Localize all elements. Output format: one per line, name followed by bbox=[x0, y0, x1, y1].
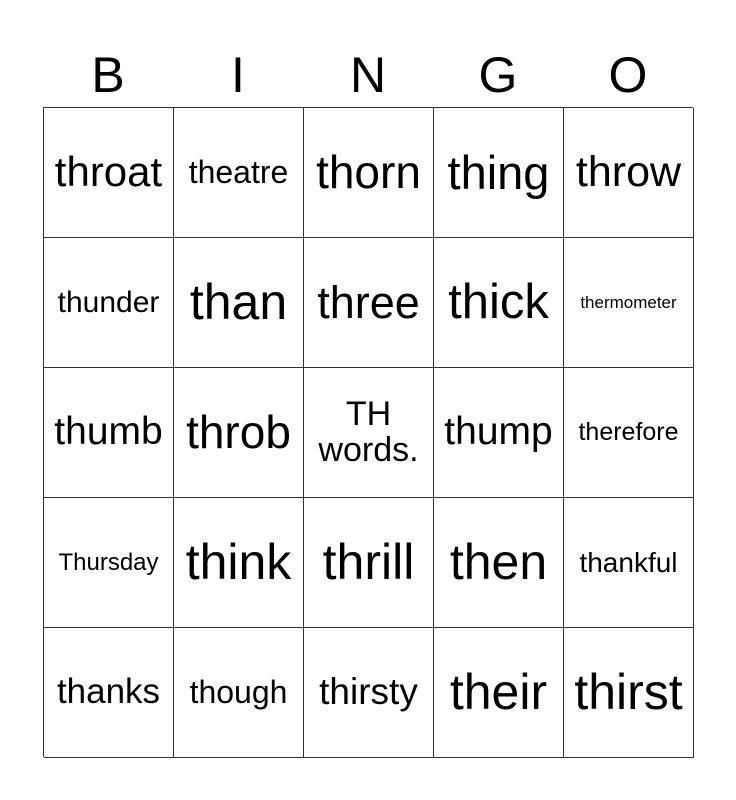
bingo-cell[interactable]: thankful bbox=[564, 498, 694, 628]
bingo-cell[interactable]: thorn bbox=[304, 108, 434, 238]
bingo-cell[interactable]: then bbox=[434, 498, 564, 628]
bingo-cell[interactable]: thing bbox=[434, 108, 564, 238]
bingo-cell[interactable]: than bbox=[174, 238, 304, 368]
header-letter-o: O bbox=[608, 47, 648, 103]
bingo-cell[interactable]: throat bbox=[44, 108, 174, 238]
bingo-cell[interactable]: though bbox=[174, 628, 304, 758]
bingo-cell[interactable]: thrill bbox=[304, 498, 434, 628]
bingo-cell[interactable]: therefore bbox=[564, 368, 694, 498]
bingo-cell[interactable]: throb bbox=[174, 368, 304, 498]
header-letter-b: B bbox=[91, 47, 125, 103]
bingo-cell[interactable]: thirst bbox=[564, 628, 694, 758]
free-space-cell[interactable]: TH words. bbox=[304, 368, 434, 498]
bingo-header bbox=[43, 44, 693, 106]
bingo-cell[interactable]: thanks bbox=[44, 628, 174, 758]
bingo-cell[interactable]: thirsty bbox=[304, 628, 434, 758]
bingo-cell[interactable]: Thursday bbox=[44, 498, 174, 628]
bingo-card-grid bbox=[43, 107, 693, 757]
bingo-cell[interactable]: thunder bbox=[44, 238, 174, 368]
bingo-cell[interactable]: thump bbox=[434, 368, 564, 498]
bingo-cell[interactable]: theatre bbox=[174, 108, 304, 238]
bingo-cell[interactable]: their bbox=[434, 628, 564, 758]
bingo-cell[interactable]: thumb bbox=[44, 368, 174, 498]
bingo-cell[interactable]: thick bbox=[434, 238, 564, 368]
header-letter-g: G bbox=[478, 47, 518, 103]
bingo-cell[interactable]: three bbox=[304, 238, 434, 368]
bingo-cell[interactable]: think bbox=[174, 498, 304, 628]
bingo-cell[interactable]: throw bbox=[564, 108, 694, 238]
header-letter-i: I bbox=[231, 47, 245, 103]
bingo-cell[interactable]: thermometer bbox=[564, 238, 694, 368]
header-letter-n: N bbox=[349, 47, 387, 103]
